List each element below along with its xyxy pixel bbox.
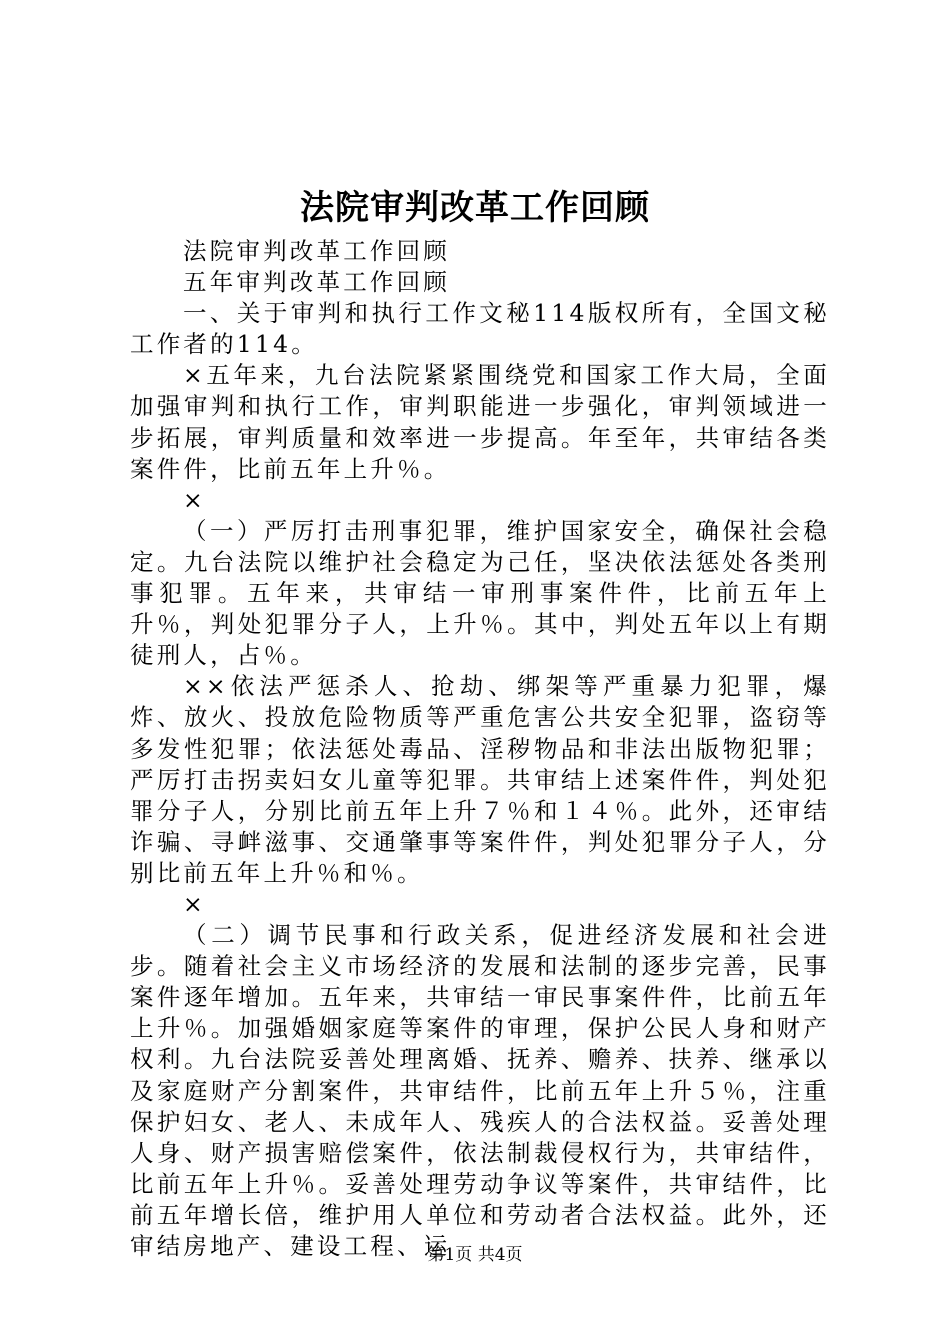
paragraph: × xyxy=(183,889,206,918)
paragraph: × xyxy=(183,485,206,514)
paragraph: （二）调节民事和行政关系，促进经济发展和社会进步。随着社会主义市场经济的发展和法制的逐步完善，民事案件逐年增加。五年来，共审结一审民事案件件，比前五年上升％。加强婚姻家庭等案件的审理，保护公民人身和财产权利。九台法院妥善处理离婚、抚养、赡养、扶养、继承以及家庭财产分割案件，共审结件，比前五年上升５％，注重保护妇女、老人、未成年人、残疾人的合法权益。妥善处理人身、财产损害赔偿案件，依法制裁侵权行为，共审结件，比前五年上升％。妥善处理劳动争议等案件，共审结件，比前五年增长倍，维护用人单位和劳动者合法权益。此外，还审结房地产、建设工程、运 xyxy=(130,921,830,1260)
page-footer: 第1页 共4页 xyxy=(427,1245,523,1265)
document-title: 法院审判改革工作回顾 xyxy=(300,188,650,228)
paragraph: 一、关于审判和执行工作文秘114版权所有，全国文秘工作者的114。 xyxy=(130,299,830,359)
paragraph: ×五年来，九台法院紧紧围绕党和国家工作大局，全面加强审判和执行工作，审判职能进一步强化，审判领域进一步拓展，审判质量和效率进一步提高。年至年，共审结各类案件件，比前五年上升％。 xyxy=(130,361,830,483)
document-body xyxy=(130,236,830,1262)
paragraph: ××依法严惩杀人、抢劫、绑架等严重暴力犯罪，爆炸、放火、投放危险物质等严重危害公共安全犯罪，盗窃等多发性犯罪；依法惩处毒品、淫秽物品和非法出版物犯罪；严厉打击拐卖妇女儿童等犯罪。共审结上述案件件，判处犯罪分子人，分别比前五年上升７％和１４％。此外，还审结诈骗、寻衅滋事、交通肇事等案件件，判处犯罪分子人，分别比前五年上升％和％。 xyxy=(130,672,830,887)
paragraph: 法院审判改革工作回顾 xyxy=(183,237,450,265)
paragraph: 五年审判改革工作回顾 xyxy=(183,268,450,297)
paragraph: （一）严厉打击刑事犯罪，维护国家安全，确保社会稳定。九台法院以维护社会稳定为己任，坚决依法惩处各类刑事犯罪。五年来，共审结一审刑事案件件，比前五年上升％，判处犯罪分子人，上升％。其中，判处五年以上有期徒刑人，占％。 xyxy=(130,516,830,670)
